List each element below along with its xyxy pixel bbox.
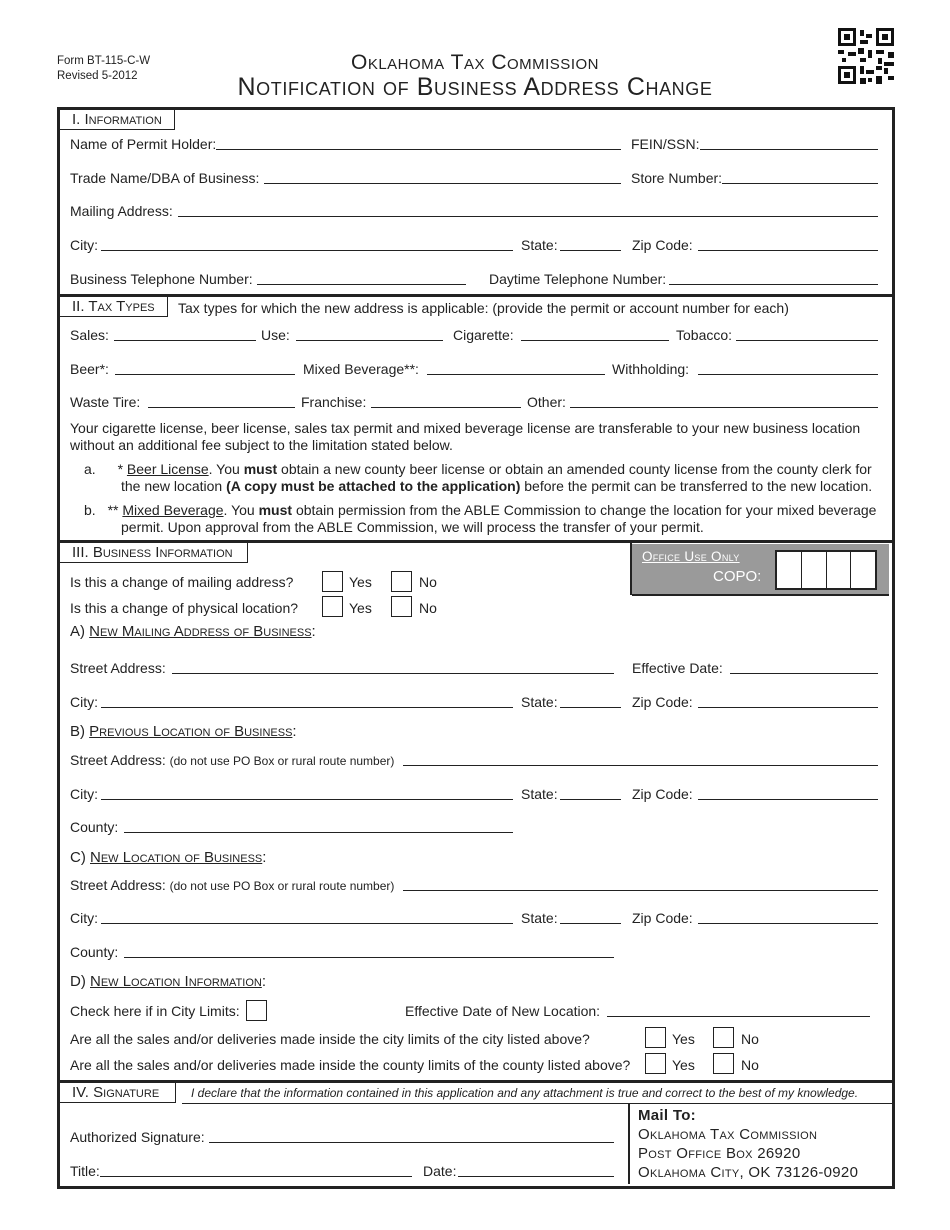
county-yes-checkbox[interactable]: [645, 1053, 666, 1074]
state-label: State:: [521, 237, 558, 253]
trade-name-field[interactable]: [264, 183, 621, 184]
transfer-note-line-1: Your cigarette license, beer license, sales tax permit and mixed beverage license are transferable to your new business location: [70, 420, 861, 436]
mixed-beverage-note-cont: [121, 519, 891, 536]
note-b-must: must: [258, 502, 293, 518]
section-divider: [57, 294, 895, 297]
business-phone-field[interactable]: [257, 284, 466, 285]
city-yes-label: Yes: [672, 1031, 695, 1047]
tobacco-field[interactable]: [736, 340, 878, 341]
note-b-star: **: [107, 502, 119, 518]
county-no-label: No: [741, 1057, 759, 1073]
c-state-label: State:: [521, 910, 558, 926]
c-state-field[interactable]: [560, 923, 621, 924]
other-label: Other:: [527, 394, 566, 410]
store-number-label: Store Number:: [631, 170, 723, 186]
c-city-field[interactable]: [101, 923, 513, 924]
effective-new-label: Effective Date of New Location:: [405, 1003, 601, 1019]
note-a-text-2b: before the permit can be transferred to the new location.: [524, 478, 873, 494]
mail-address-line-1: Oklahoma Tax Commission: [638, 1126, 818, 1143]
waste-tire-field[interactable]: [148, 407, 295, 408]
beer-license-title: Beer License: [126, 461, 209, 477]
b-street-label: Street Address: (do not use PO Box or rural route number): [70, 752, 395, 768]
q-mailing-change: Is this a change of mailing address?: [70, 574, 294, 590]
city-limits-checkbox[interactable]: [246, 1000, 267, 1021]
declaration-text: I declare that the information contained in this application and any attachment is true and correct to the best of my knowledge.: [191, 1086, 859, 1100]
zip-label: Zip Code:: [632, 237, 693, 253]
a-street-field[interactable]: [172, 673, 614, 674]
new-location-info-heading: D) New Location Information:: [70, 973, 266, 990]
fein-field[interactable]: [700, 149, 878, 150]
a-city-label: City:: [70, 694, 98, 710]
trade-name-label: Trade Name/DBA of Business:: [70, 170, 260, 186]
c-zip-field[interactable]: [698, 923, 878, 924]
note-b-you: . You: [223, 502, 255, 518]
daytime-phone-label: Daytime Telephone Number:: [489, 271, 667, 287]
state-field[interactable]: [560, 250, 621, 251]
c-county-label: County:: [70, 944, 119, 960]
waste-tire-label: Waste Tire:: [70, 394, 141, 410]
beer-license-note-cont: [121, 478, 891, 495]
note-a-text-2a: the new location: [121, 478, 223, 494]
a-effective-field[interactable]: [730, 673, 878, 674]
a-zip-label: Zip Code:: [632, 694, 693, 710]
c-street-label: Street Address: (do not use PO Box or rural route number): [70, 877, 395, 893]
mail-to-label: Mail To:: [638, 1107, 696, 1124]
tobacco-label: Tobacco:: [676, 327, 733, 343]
c-city-label: City:: [70, 910, 98, 926]
a-state-field[interactable]: [560, 707, 621, 708]
copo-label: COPO:: [713, 568, 762, 585]
sales-field[interactable]: [114, 340, 256, 341]
b-state-field[interactable]: [560, 799, 621, 800]
b-city-field[interactable]: [101, 799, 513, 800]
b-state-label: State:: [521, 786, 558, 802]
qr-code-icon: [838, 28, 894, 84]
note-a-you: . You: [208, 461, 240, 477]
section-signature-header: IV. Signature: [60, 1083, 176, 1103]
new-mailing-address-heading: A) New Mailing Address of Business:: [70, 623, 316, 640]
mailing-address-field[interactable]: [178, 216, 878, 217]
section-business-info-header: III. Business Information: [60, 543, 248, 563]
a-street-label: Street Address:: [70, 660, 166, 676]
city-label: City:: [70, 237, 98, 253]
section-divider: [57, 1080, 895, 1083]
county-no-checkbox[interactable]: [713, 1053, 734, 1074]
mail-address-line-3: Oklahoma City, OK 73126-0920: [638, 1164, 859, 1181]
mailing-yes-label: Yes: [349, 574, 372, 590]
franchise-field[interactable]: [371, 407, 521, 408]
daytime-phone-field[interactable]: [669, 284, 878, 285]
authorized-signature-label: Authorized Signature:: [70, 1129, 205, 1145]
section-tax-types-header: II. Tax Types: [60, 297, 168, 317]
beer-license-note: [84, 461, 884, 478]
date-label: Date:: [423, 1163, 457, 1179]
store-number-field[interactable]: [722, 183, 878, 184]
c-street-field[interactable]: [403, 890, 878, 891]
a-effective-label: Effective Date:: [632, 660, 723, 676]
sales-label: Sales:: [70, 327, 109, 343]
zip-field[interactable]: [698, 250, 878, 251]
q-city-limits: Are all the sales and/or deliveries made inside the city limits of the city listed above?: [70, 1031, 590, 1047]
city-field[interactable]: [101, 250, 513, 251]
fein-label: FEIN/SSN:: [631, 136, 700, 152]
tax-types-intro: Tax types for which the new address is applicable: (provide the permit or account number for each): [178, 300, 789, 316]
declaration-rule: [182, 1103, 892, 1104]
copo-boxes: [775, 550, 877, 590]
a-city-field[interactable]: [101, 707, 513, 708]
note-a-must: must: [243, 461, 278, 477]
new-location-heading: C) New Location of Business:: [70, 849, 267, 866]
b-county-field[interactable]: [124, 832, 513, 833]
use-label: Use:: [261, 327, 290, 343]
city-no-checkbox[interactable]: [713, 1027, 734, 1048]
q-county-limits: Are all the sales and/or deliveries made inside the county limits of the county listed above?: [70, 1057, 631, 1073]
mail-to-block: [638, 1106, 858, 1182]
mailing-yes-checkbox[interactable]: [322, 571, 343, 592]
transfer-note: [70, 420, 885, 454]
physical-no-label: No: [419, 600, 437, 616]
section-information-header: I. Information: [60, 110, 175, 130]
previous-location-heading: B) Previous Location of Business:: [70, 723, 297, 740]
beer-field[interactable]: [115, 374, 295, 375]
beer-label: Beer*:: [70, 361, 109, 377]
b-county-label: County:: [70, 819, 119, 835]
a-state-label: State:: [521, 694, 558, 710]
b-zip-field[interactable]: [698, 799, 878, 800]
mixed-beverage-field[interactable]: [427, 374, 605, 375]
mixed-beverage-note: [84, 502, 889, 519]
note-a-star: *: [117, 461, 124, 477]
effective-new-field[interactable]: [607, 1016, 870, 1017]
title-label: Title:: [70, 1163, 100, 1179]
withholding-label: Withholding:: [612, 361, 690, 377]
mailing-address-label: Mailing Address:: [70, 203, 173, 219]
a-zip-field[interactable]: [698, 707, 878, 708]
note-b-letter: b.: [84, 502, 96, 518]
business-phone-label: Business Telephone Number:: [70, 271, 253, 287]
form-frame: [57, 107, 895, 1189]
cigarette-field[interactable]: [521, 340, 669, 341]
title-field[interactable]: [100, 1176, 412, 1177]
mailing-no-label: No: [419, 574, 437, 590]
mailing-no-checkbox[interactable]: [391, 571, 412, 592]
office-use-label: Office Use Only: [642, 549, 740, 564]
mail-address-line-2: Post Office Box 26920: [638, 1145, 801, 1162]
b-city-label: City:: [70, 786, 98, 802]
physical-yes-label: Yes: [349, 600, 372, 616]
permit-holder-label: Name of Permit Holder:: [70, 136, 217, 152]
agency-name: Oklahoma Tax Commission: [351, 51, 599, 74]
b-zip-label: Zip Code:: [632, 786, 693, 802]
physical-no-checkbox[interactable]: [391, 596, 412, 617]
note-a-text-1: obtain a new county beer license or obtain an amended county license from the county clerk for: [281, 461, 872, 477]
office-use-box: [632, 544, 889, 596]
revision-date: Revised 5-2012: [57, 70, 138, 82]
c-county-field[interactable]: [124, 957, 614, 958]
note-a-bold: (A copy must be attached to the application): [226, 478, 521, 494]
q-physical-change: Is this a change of physical location?: [70, 600, 299, 616]
mixed-beverage-title: Mixed Beverage: [122, 502, 224, 518]
form-number: Form BT-115-C-W: [57, 55, 151, 67]
mail-to-divider: [628, 1104, 630, 1184]
form-title: Notification of Business Address Change: [237, 73, 713, 101]
date-field[interactable]: [458, 1176, 614, 1177]
note-b-text-1: obtain permission from the ABLE Commission to change the location for your mixed beverage: [295, 502, 877, 518]
city-limits-label: Check here if in City Limits:: [70, 1003, 240, 1019]
b-street-field[interactable]: [403, 765, 878, 766]
county-yes-label: Yes: [672, 1057, 695, 1073]
city-yes-checkbox[interactable]: [645, 1027, 666, 1048]
city-no-label: No: [741, 1031, 759, 1047]
note-a-letter: a.: [84, 461, 96, 477]
office-box-divider: [630, 543, 632, 595]
note-b-text-2: permit. Upon approval from the ABLE Commission, we will process the transfer of your permit.: [121, 519, 704, 535]
franchise-label: Franchise:: [301, 394, 367, 410]
mixed-beverage-label: Mixed Beverage**:: [303, 361, 419, 377]
transfer-note-line-2: without an additional fee subject to the limitation stated below.: [70, 437, 453, 453]
use-field[interactable]: [296, 340, 443, 341]
cigarette-label: Cigarette:: [453, 327, 514, 343]
other-field[interactable]: [570, 407, 878, 408]
permit-holder-field[interactable]: [216, 149, 621, 150]
withholding-field[interactable]: [698, 374, 878, 375]
physical-yes-checkbox[interactable]: [322, 596, 343, 617]
authorized-signature-field[interactable]: [209, 1142, 614, 1143]
c-zip-label: Zip Code:: [632, 910, 693, 926]
